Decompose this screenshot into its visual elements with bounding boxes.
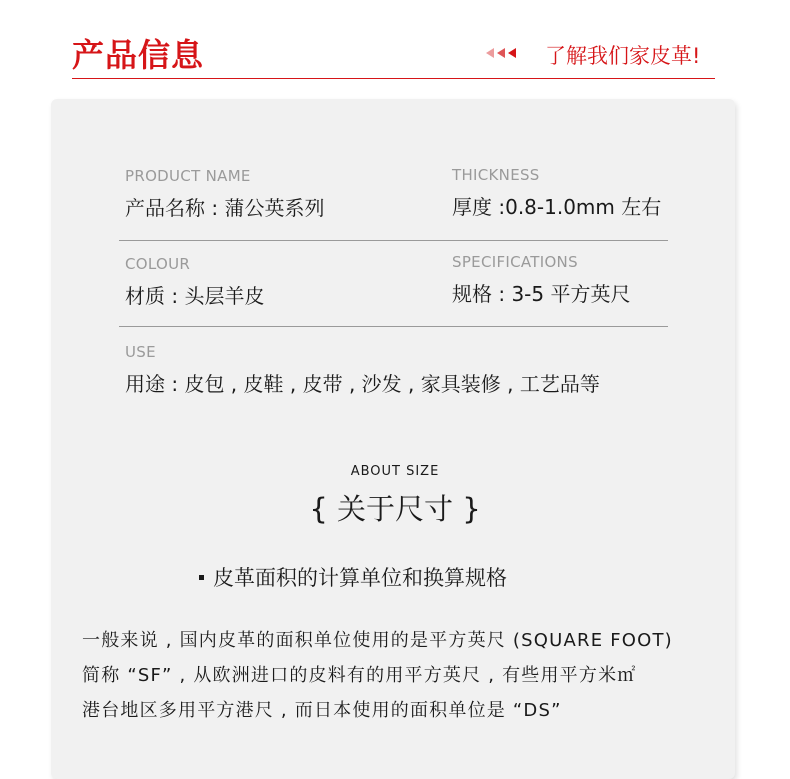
- field-label-en: COLOUR: [125, 255, 191, 273]
- paragraph-line: 一般来说 , 国内皮革的面积单位使用的是平方英尺 (SQUARE FOOT): [82, 630, 673, 651]
- field-label-en: PRODUCT NAME: [125, 167, 251, 185]
- field-thickness: [452, 166, 661, 220]
- section-title: 产品信息: [72, 36, 205, 74]
- row-divider: [119, 326, 668, 327]
- paragraph-line: 港台地区多用平方港尺 , 而日本使用的面积单位是 “DS”: [82, 700, 562, 721]
- about-size-heading-cn: { 关于尺寸 }: [309, 492, 481, 526]
- left-arrows-icon: [486, 48, 516, 62]
- bullet-item: [199, 562, 507, 592]
- bullet-text: 皮革面积的计算单位和换算规格: [213, 566, 507, 590]
- field-value: 产品名称 : 蒲公英系列: [125, 196, 325, 220]
- paragraph-line: 简称 “SF” , 从欧洲进口的皮料有的用平方英尺 , 有些用平方米㎡: [82, 665, 637, 686]
- arrow-left-icon: [486, 48, 494, 58]
- field-value: 规格 : 3-5 平方英尺: [452, 282, 631, 306]
- field-label-en: SPECIFICATIONS: [452, 253, 578, 271]
- field-specifications: [452, 253, 630, 307]
- row-divider: [119, 240, 668, 241]
- about-size-heading-en: ABOUT SIZE: [350, 464, 440, 479]
- arrow-left-icon: [497, 48, 505, 58]
- field-value: 材质 : 头层羊皮: [125, 284, 265, 308]
- header-divider: [72, 78, 715, 79]
- learn-more-link[interactable]: 了解我们家皮革!: [545, 44, 701, 68]
- field-use: [125, 343, 600, 397]
- field-value: 厚度 :0.8-1.0mm 左右: [452, 195, 662, 219]
- field-label-en: THICKNESS: [452, 166, 540, 184]
- field-value: 用途 : 皮包 , 皮鞋 , 皮带 , 沙发 , 家具装修 , 工艺品等: [125, 372, 600, 396]
- section-header: [0, 0, 790, 80]
- field-label-en: USE: [125, 343, 156, 361]
- field-product-name: [125, 167, 324, 221]
- bullet-square-icon: [199, 575, 204, 580]
- field-colour: [125, 255, 264, 309]
- arrow-left-icon: [508, 48, 516, 58]
